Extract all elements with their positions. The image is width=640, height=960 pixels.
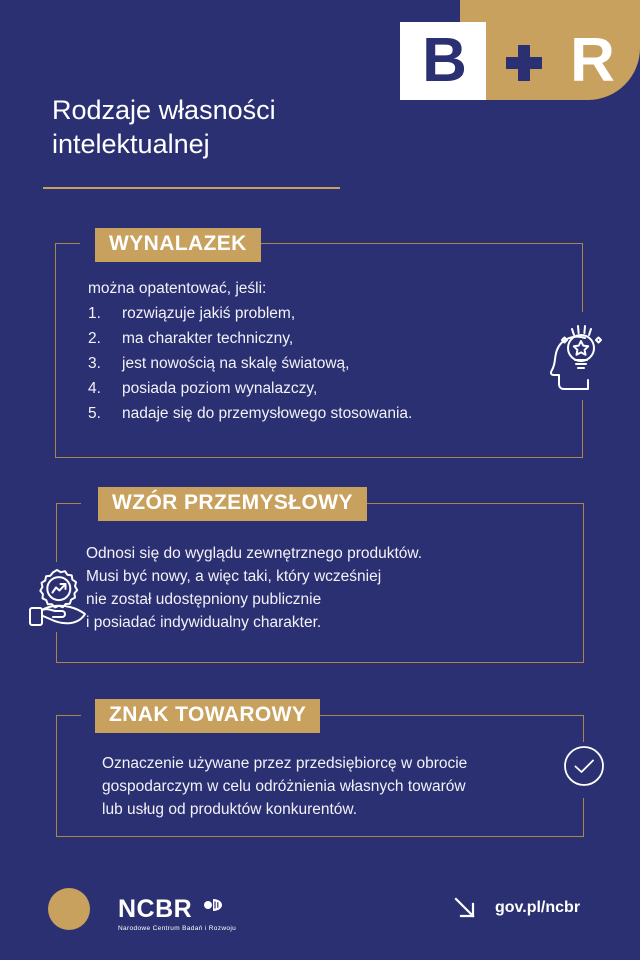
list-item-label: nadaje się do przemysłowego stosowania. (122, 405, 413, 422)
ncbr-logo (118, 893, 236, 933)
page-title-line-2: intelektualnej (52, 129, 210, 159)
list-item-index: 1. (88, 305, 101, 322)
title-divider (43, 187, 340, 189)
ncbr-wordmark (118, 893, 236, 922)
section-3-line-1: Oznaczenie używane przez przedsiębiorcę w obrocie (102, 755, 468, 772)
list-item (88, 301, 412, 326)
brand-r-icon: R (570, 26, 614, 95)
head-lightbulb-idea-icon (541, 318, 611, 399)
badge-wzor-przemyslowy: WZÓR PRZEMYSŁOWY (98, 487, 367, 521)
list-item (88, 376, 412, 401)
section-3-line-3: lub usług od produktów konkurentów. (102, 801, 358, 818)
list-item (88, 351, 412, 376)
hand-holding-gear-growth-icon (24, 566, 90, 633)
list-item-label: jest nowością na skalę światową, (122, 355, 350, 372)
section-3-line-2: gospodarczym w celu odróżnienia własnych towarów (102, 778, 466, 795)
section-2-line-2: Musi być nowy, a więc taki, który wcześniej (86, 568, 382, 585)
list-item-index: 3. (88, 355, 101, 372)
list-item-index: 5. (88, 405, 101, 422)
section-1-list (88, 301, 412, 426)
section-1-intro: można opatentować, jeśli: (88, 280, 267, 297)
page-title (52, 93, 392, 161)
list-item-label: ma charakter techniczny, (122, 330, 294, 347)
section-2-line-4: i posiadać indywidualny charakter. (86, 614, 322, 631)
list-item-label: posiada poziom wynalazczy, (122, 380, 318, 397)
brand-b-icon: B (422, 26, 466, 95)
page-title-line-1: Rodzaje własności (52, 95, 276, 125)
list-item-index: 4. (88, 380, 101, 397)
list-item (88, 326, 412, 351)
list-item-index: 2. (88, 330, 101, 347)
gold-circle-icon (48, 888, 90, 930)
footer-url[interactable]: gov.pl/ncbr (495, 899, 581, 916)
section-2-line-3: nie został udostępniony publicznie (86, 591, 322, 608)
badge-wynalazek: WYNALAZEK (95, 228, 261, 262)
ncbr-dot-mark-icon (204, 893, 226, 919)
badge-znak-towarowy: ZNAK TOWAROWY (95, 699, 320, 733)
ncbr-logo-subtitle: Narodowe Centrum Badań i Rozwoju (118, 925, 237, 932)
list-item (88, 401, 412, 426)
check-circle-icon (562, 744, 606, 793)
list-item-label: rozwiązuje jakiś problem, (122, 305, 296, 322)
section-2-line-1: Odnosi się do wyglądu zewnętrznego produktów. (86, 545, 423, 562)
arrow-down-right-icon (450, 893, 480, 928)
brand-plus-icon (506, 45, 542, 81)
brand-logo (400, 0, 640, 100)
ncbr-word-text: NCBR (118, 895, 193, 923)
